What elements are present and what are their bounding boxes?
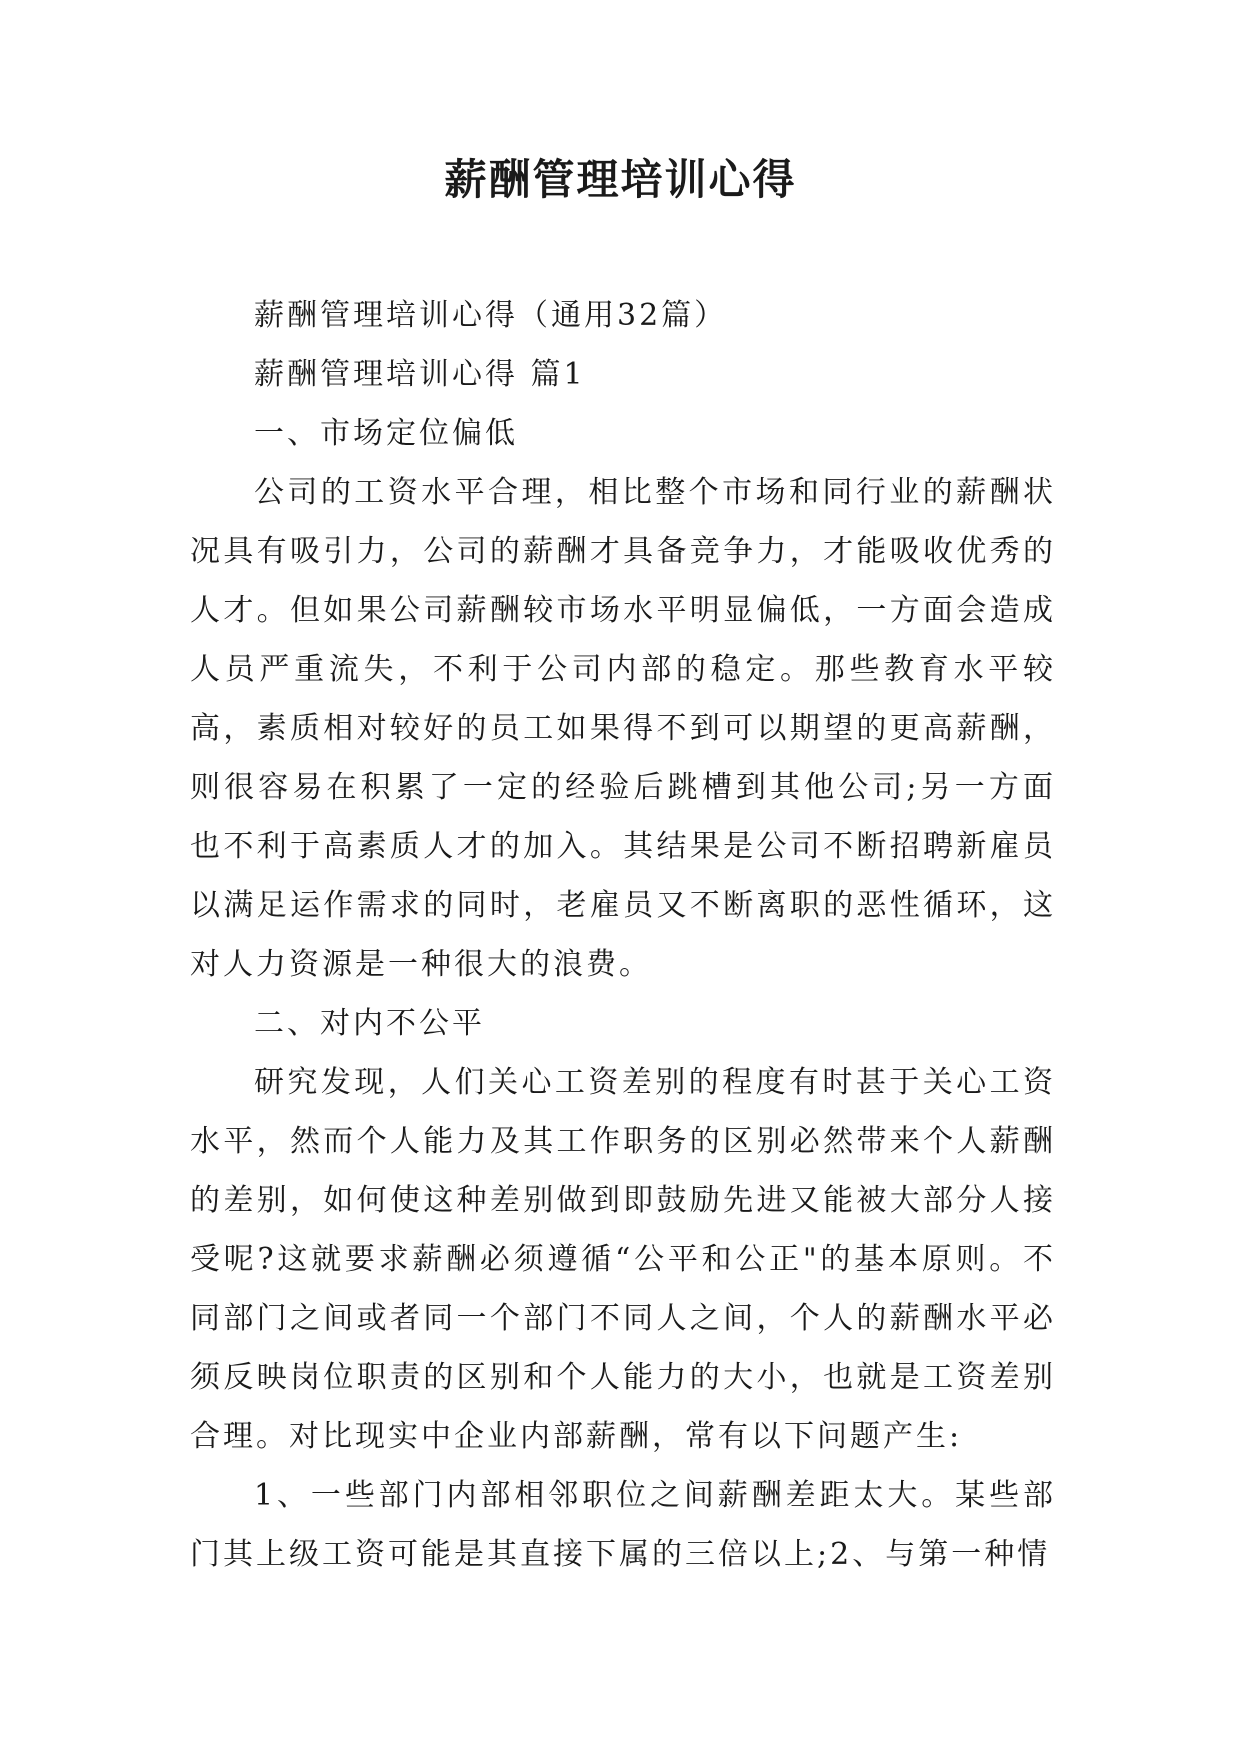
section-heading-1: 一、市场定位偏低 xyxy=(254,416,518,451)
body-paragraph: 1、一些部门内部相邻职位之间薪酬差距太大。某些部门其上级工资可能是其直接下属的三倍以上;2、与第一种情 xyxy=(190,1478,1056,1572)
document-title: 薪酬管理培训心得 xyxy=(444,155,797,204)
section-heading-2: 二、对内不公平 xyxy=(254,1006,485,1041)
body-paragraph: 研究发现，人们关心工资差别的程度有时甚于关心工资水平，然而个人能力及其工作职务的区别必然带来个人薪酬的差别，如何使这种差别做到即鼓励先进又能被大部分人接受呢?这就要求薪酬必须遵循“公平和公正"的基本原则。不同部门之间或者同一个部门不同人之间，个人的薪酬水平必须反映岗位职责的区别和个人能力的大小，也就是工资差别合理。对比现实中企业内部薪酬，常有以下问题产生: xyxy=(190,1065,1056,1454)
article-heading: 薪酬管理培训心得 篇1 xyxy=(254,357,586,392)
document-body xyxy=(190,286,1056,1584)
body-paragraph: 公司的工资水平合理，相比整个市场和同行业的薪酬状况具有吸引力，公司的薪酬才具备竞争力，才能吸收优秀的人才。但如果公司薪酬较市场水平明显偏低，一方面会造成人员严重流失，不利于公司内部的稳定。那些教育水平较高，素质相对较好的员工如果得不到可以期望的更高薪酬，则很容易在积累了一定的经验后跳槽到其他公司;另一方面也不利于高素质人才的加入。其结果是公司不断招聘新雇员以满足运作需求的同时，老雇员又不断离职的恶性循环，这对人力资源是一种很大的浪费。 xyxy=(190,475,1056,982)
subtitle-paragraph: 薪酬管理培训心得（通用32篇） xyxy=(254,298,728,333)
